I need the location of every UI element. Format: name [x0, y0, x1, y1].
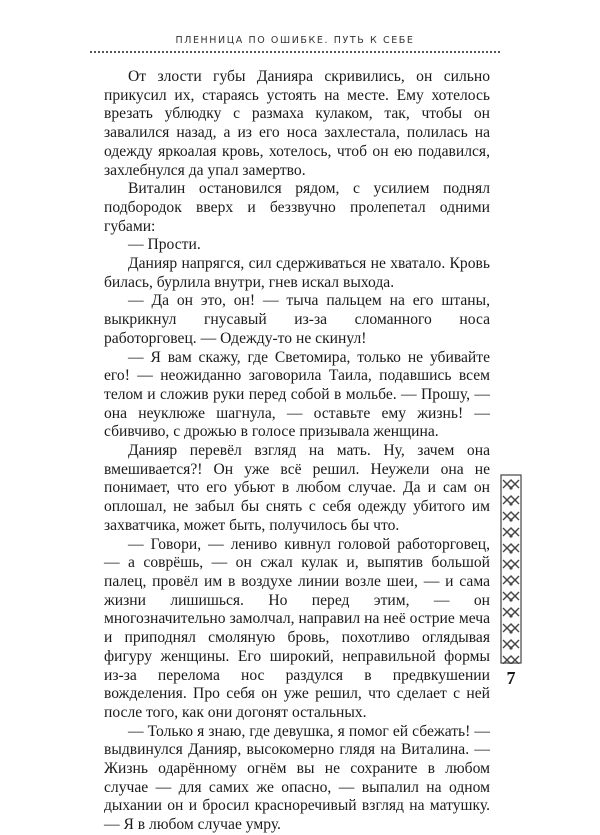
paragraph: Виталин остановился рядом, с усилием поднял подбородок вверх и беззвучно пролепетал одними губами: — [104, 180, 490, 235]
page-number: 7 — [506, 668, 516, 688]
running-title: ПЛЕННИЦА ПО ОШИБКЕ. ПУТЬ К СЕБЕ — [175, 35, 415, 46]
paragraph: От злости губы Данияра скривились, он сильно прикусил их, стараясь устоять на месте. Ему хотелось врезать ублюдку с размаха кулаком, так, чтобы он завалился назад, а из его носа захлестала, полилась на одежду яркоалая кровь, хотелось, чтоб он ею подавился, захлебнулся да упал замертво. — [104, 68, 490, 179]
paragraph: — Я вам скажу, где Светомира, только не убивайте его! — неожиданно заговорила Таила, подавшись всем телом и сложив руки перед собой в мольбе. — Прошу, — она неуклюже шагнула, — оставьте ему жизнь! — сбивчиво, с дрожью в голосе призывала женщина. — [104, 348, 490, 441]
paragraph: — Говори, — лениво кивнул головой работорговец, — а соврёшь, — он сжал кулак и, выпятив большой палец, провёл им в воздухе линии возле шеи, — и сама жизни лишишься. Но перед этим, — он многозначительно замолчал, направил на неё острие меча и приподнял смоляную бровь, похотливо оглядывая фигуру женщины. Его широкий, неправильной формы из-за перелома нос раздулся в предвкушении вожделения. Про себя он уже решил, что сделает с ней после того, как они догонят остальных. — [104, 535, 490, 721]
paragraph: Данияр перевёл взгляд на мать. Ну, зачем она вмешивается?! Он уже всё решил. Неужели она не понимает, что его убьют в любом случае. Да и сам он оплошал, не забыл бы снять с себя одежду убитого им захватчика, может быть, получилось бы что. — [104, 442, 490, 534]
paragraph: — Да он это, он! — тыча пальцем на его штаны, выкрикнул гнусавый из-за сломанного носа работорговец. — Одежду-то не скинул! — [104, 292, 490, 347]
running-header — [90, 34, 500, 53]
header-dotted-rule — [90, 51, 500, 53]
paragraph: — Только я знаю, где девушка, я помог ей сбежать! — выдвинулся Данияр, высокомерно глядя на Виталина. — Жизнь одарённому огнём вы не сохраните в любом случае — для самих же опасно, — выпалил на одном дыхании он и бросил красноречивый взгляд на матушку. — Я в любом случае умру. — [104, 722, 490, 834]
paragraph: — Прости. — [128, 236, 201, 254]
ornamental-border-icon — [500, 474, 522, 664]
body-text — [104, 68, 490, 835]
paragraph: Данияр напрягся, сил сдерживаться не хватало. Кровь билась, бурлила внутри, гнев искал выхода. — [104, 255, 490, 291]
